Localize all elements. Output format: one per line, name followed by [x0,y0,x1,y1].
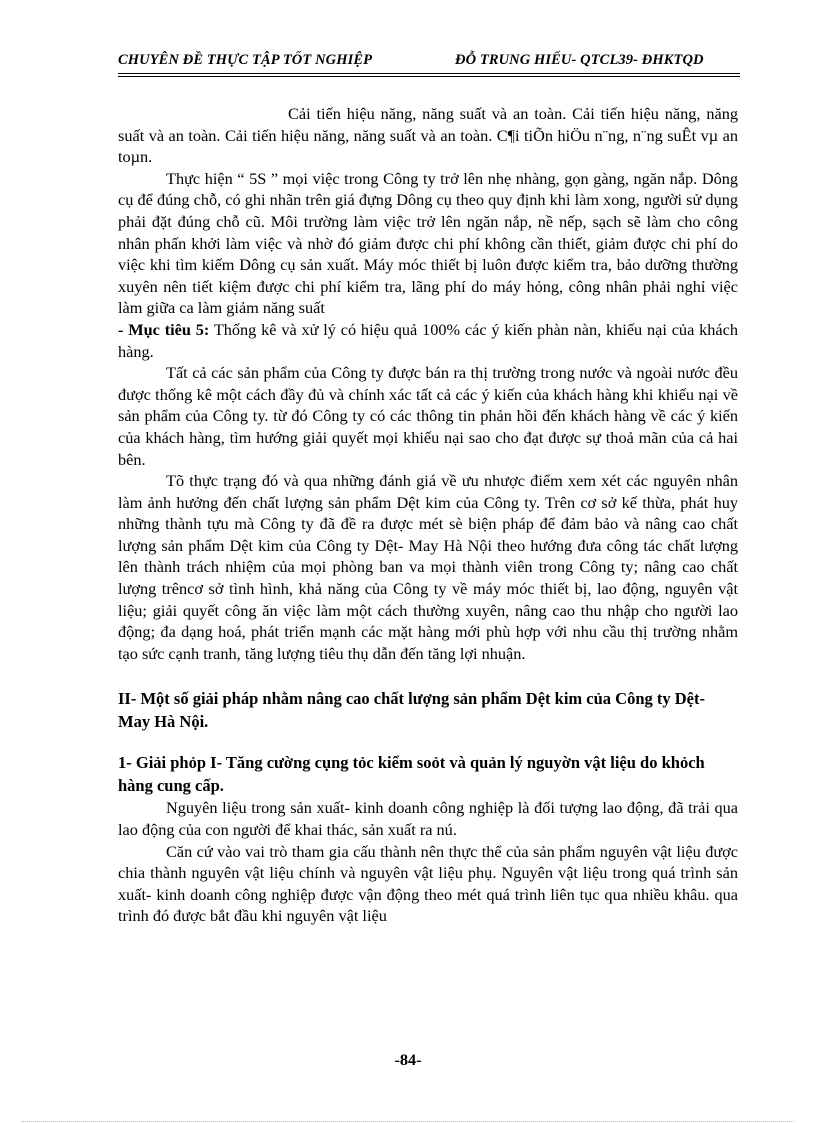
header-title: CHUYÊN ĐỀ THỰC TẬP TỐT NGHIỆP [118,52,373,68]
subsection-heading: 1- Giải phỏp I- Tăng cường cụng tỏc kiểm soỏt và quản lý nguyờn vật liệu do khỏch hàng cung cấp. [118,753,705,796]
section-heading: II- Một số giải pháp nhằm nâng cao chất lượng sản phẩm Dệt kim của Công ty Dệt- May Hà Nội. [118,689,705,732]
paragraph-objective-5 [118,319,738,362]
page-bottom-divider [22,1121,794,1122]
page-number: -84- [394,1050,422,1069]
paragraph-improvement: Cải tiến hiệu năng, năng suất và an toàn. Cải tiến hiệu năng, năng suất và an toàn. Cải tiến hiệu năng, năng suất và an toàn. C¶i tiÕn hiÖu n¨ng, n¨ng suÊt vµ an toµn. [118,104,738,167]
running-header [118,52,740,72]
paragraph-5s: Thực hiện “ 5S ” mọi việc trong Công ty trở lên nhẹ nhàng, gọn gàng, ngăn nắp. Dông cụ để đúng chỗ, có ghi nhãn trên giá đựng Dông cụ theo quy định khi làm xong, người sử dụng phải đặt đúng chỗ cũ. Môi trường làm việc trở lên ngăn nắp, nề nếp, sạch sẽ làm cho công nhân phấn khởi làm việc và nhờ đó giảm được chi phí không cần thiết, giảm được chi phí do việc khi tìm kiếm Dông cụ sản xuất. Máy móc thiết bị luôn được kiểm tra, bảo dưỡng thường xuyên nên tiết kiệm được chi phí kiểm tra, lãng phí do máy hỏng, công nhân phải nghỉ việc làm giữa ca làm giảm năng suất [118,168,738,318]
paragraph-status: Tõ thực trạng đó và qua những đánh giá về ưu nhược điểm xem xét các nguyên nhân làm ảnh hưởng đến chất lượng sản phẩm Dệt kim của Công ty. Trên cơ sở kế thừa, phát huy những thành tựu mà Công ty đã đề ra được mét sè biện pháp để đảm bảo và nâng cao chất lượng sản phẩm Dệt kim của Công ty Dệt- May Hà Nội theo hướng đưa công tác chất lượng lên thành trách nhiệm của mọi phòng ban va mọi thành viên trong Công ty; nâng cao chất lượng trêncơ sở tình hình, khả năng của Công ty về máy móc thiết bị, lao động, nguyên vật liệu; giải quyết công ăn việc làm một cách thường xuyên, nâng cao thu nhập cho người lao động; đa dạng hoá, phát triển mạnh các mặt hàng mới phù hợp với nhu cầu thị trường nhằm tạo sức cạnh tranh, tăng lượng tiêu thụ dẫn đến tăng lợi nhuận. [118,471,738,663]
objective-text: Thống kê và xử lý có hiệu quả 100% các ý kiến phàn nàn, khiếu nại của khách hàng. [118,319,738,361]
header-rule [118,73,740,74]
paragraph-classification: Căn cứ vào vai trò tham gia cấu thành nên thực thể của sản phẩm nguyên vật liệu được chia thành nguyên vật liệu chính và nguyên vật liệu phụ. Nguyên vật liệu trong quá trình sản xuất- kinh doanh công nghiệp được vận động theo mét quá trình liên tục qua nhiều khâu. qua trình đó được bắt đầu khi nguyên vật liệu [118,841,738,926]
header-rule-double [118,76,740,77]
document-body [118,103,738,927]
header-author: ĐỖ TRUNG HIẾU- QTCL39- ĐHKTQD [455,52,704,68]
paragraph-complaints: Tất cả các sản phẩm của Công ty được bán ra thị trường trong nước và ngoài nước đều được thống kê một cách đầy đủ và chính xác tất cả các ý kiến của khách hàng khi khiếu nại về sản phẩm của Công ty. từ đó Công ty có các thông tin phản hồi đến khách hàng về các ý kiến của khách hàng, tìm hướng giải quyết mọi khiếu nại sao cho đạt được sự thoả mãn của cả hai bên. [118,363,738,469]
paragraph-materials: Nguyên liệu trong sản xuất- kinh doanh công nghiệp là đối tượng lao động, đã trải qua lao động của con người để khai thác, sản xuất ra nú. [118,798,738,840]
objective-label: - Mục tiêu 5: [118,319,210,339]
